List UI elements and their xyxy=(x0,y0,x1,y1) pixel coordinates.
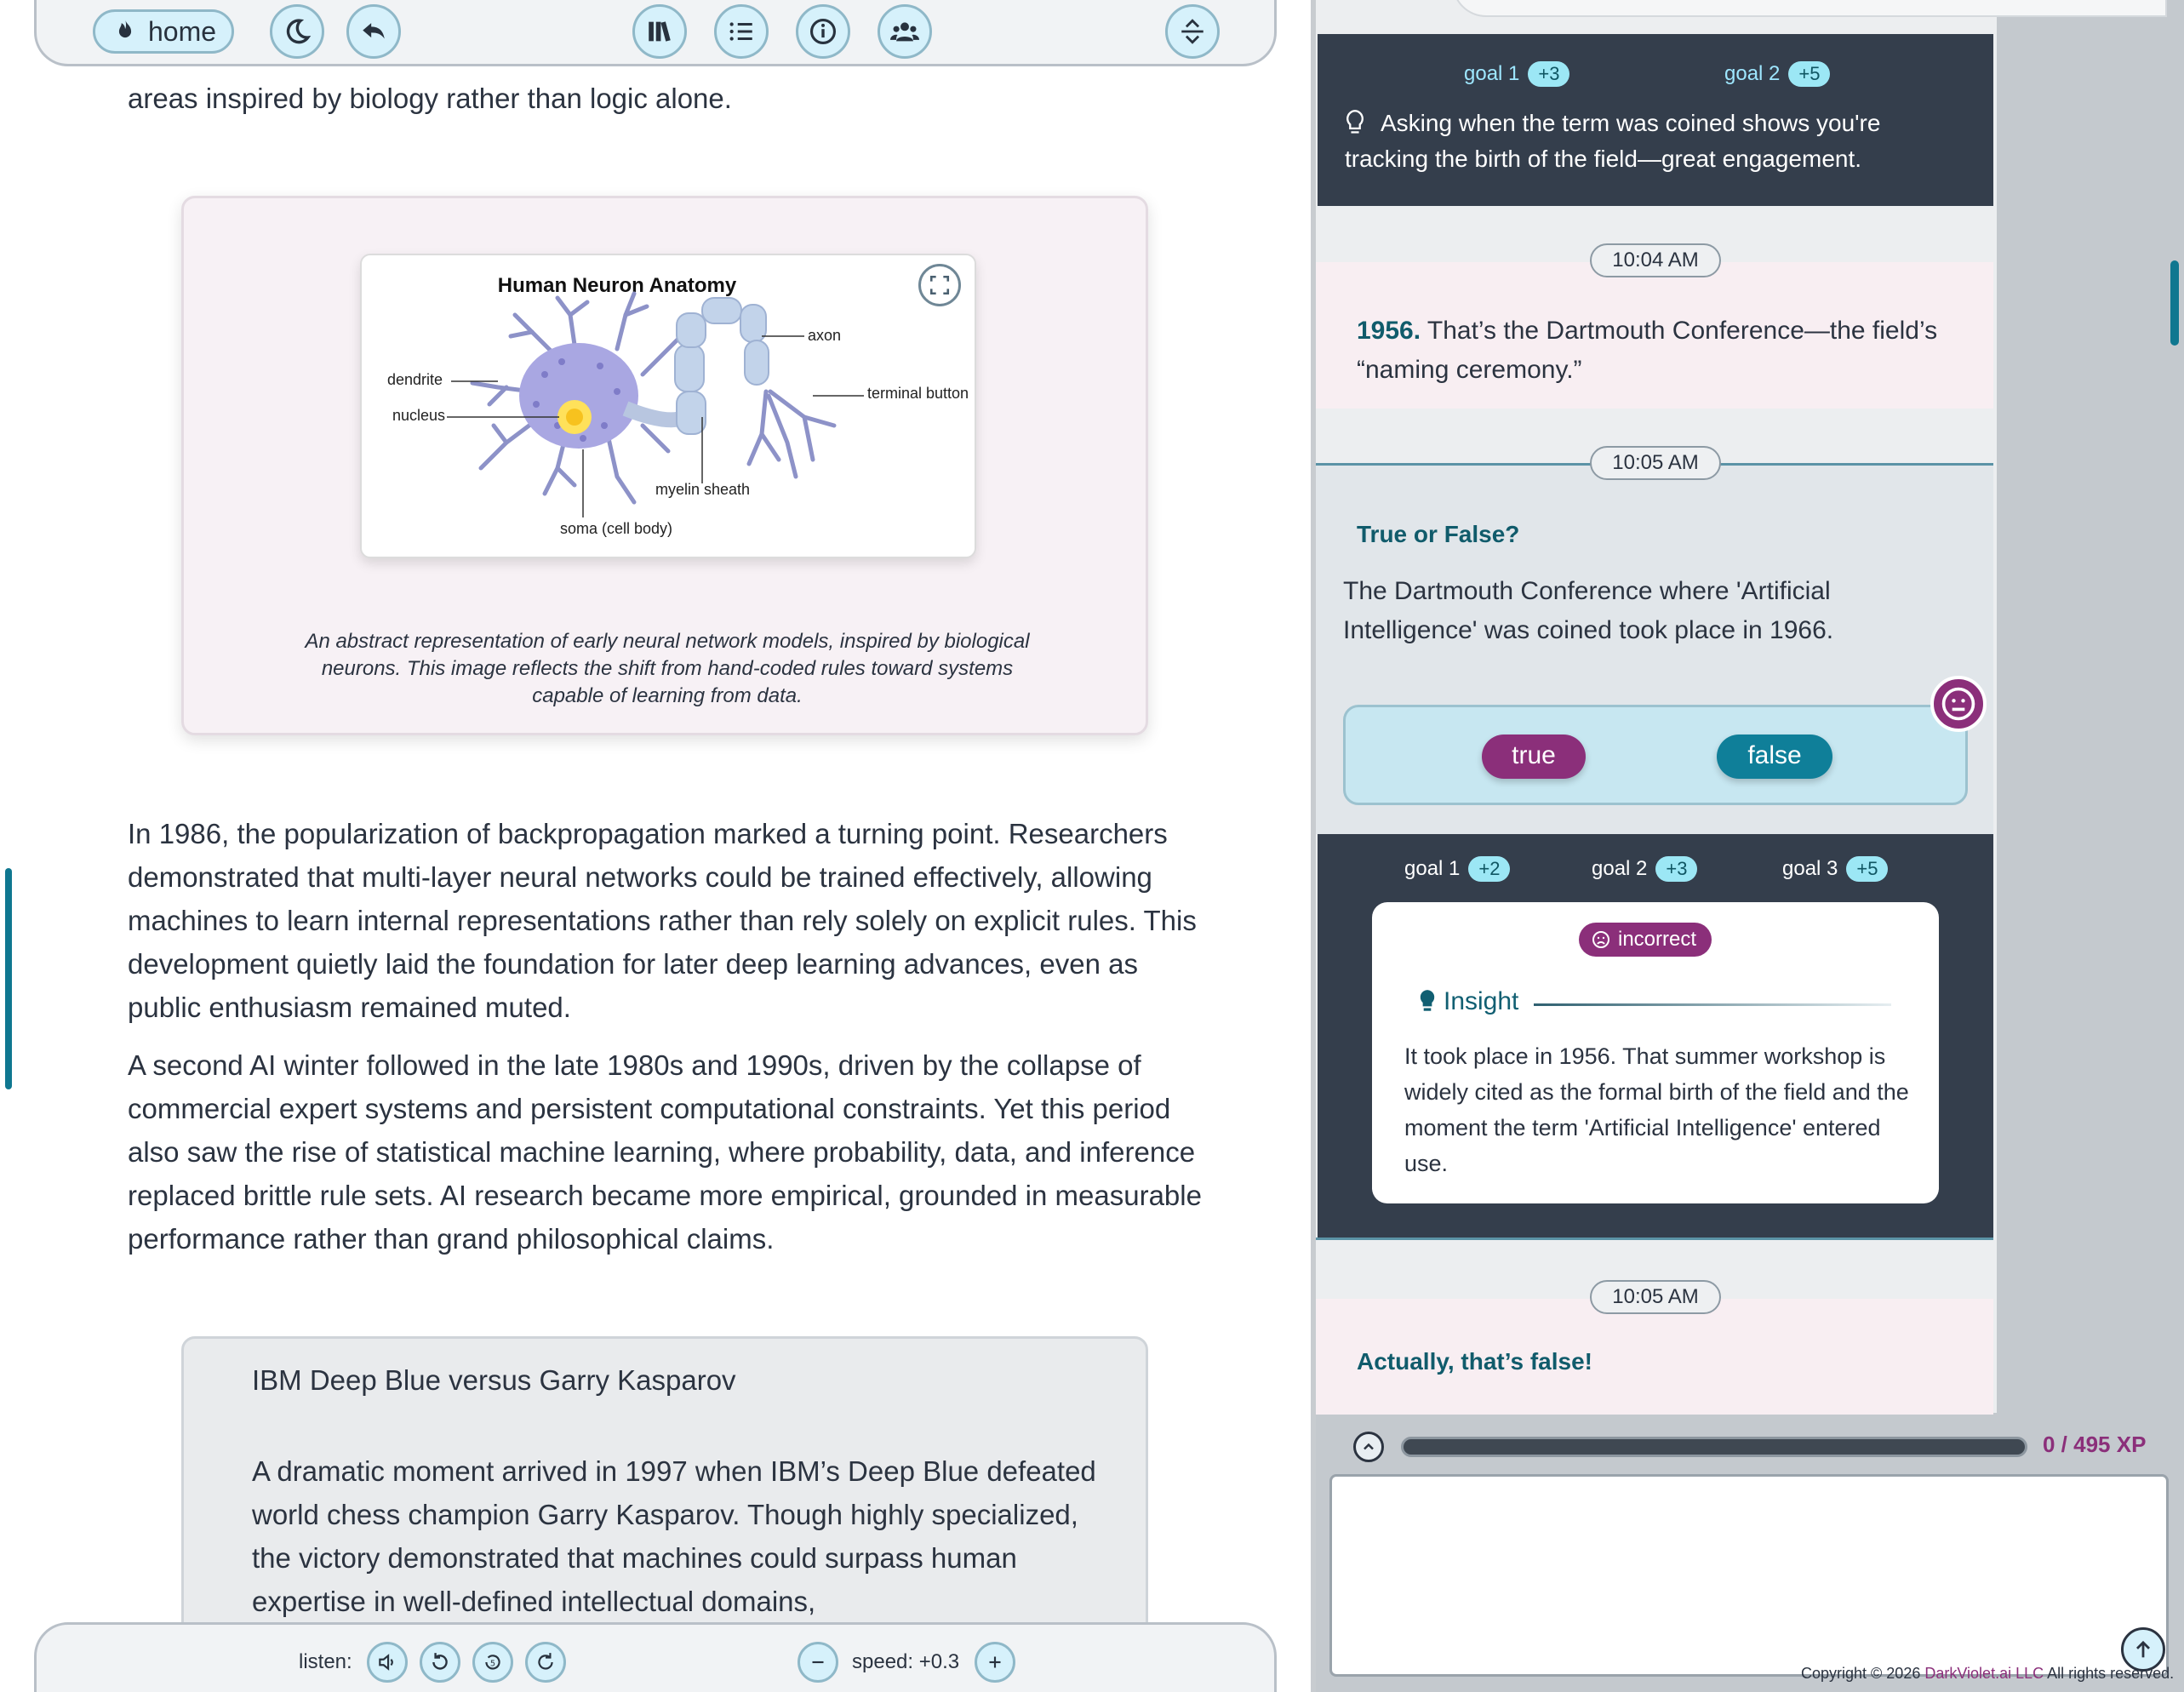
fullscreen-icon xyxy=(929,274,951,296)
library-button[interactable] xyxy=(632,4,687,59)
goal-label: goal 2 xyxy=(1724,62,1781,85)
insight-heading xyxy=(1418,987,1518,1016)
chat-footer xyxy=(1316,1415,2184,1692)
false-button[interactable]: false xyxy=(1717,735,1832,779)
info-button[interactable] xyxy=(796,4,850,59)
figure-card xyxy=(181,196,1148,735)
svg-text:5: 5 xyxy=(489,1659,496,1669)
true-false-quiz xyxy=(1316,465,1993,834)
goal-3-badge xyxy=(1782,856,1888,882)
status-badge xyxy=(1579,923,1712,957)
lightbulb-icon xyxy=(1418,989,1437,1015)
chat-thread xyxy=(1316,0,1997,1413)
note-body: A dramatic moment arrived in 1997 when IBM’s Deep Blue defeated world chess champion Garry Kasparov. Though highly specialized, the victory demonstrated that machines could surpass human expertise in well-defined intellectual domains, xyxy=(252,1455,1096,1617)
list-icon xyxy=(727,17,756,46)
collapse-button[interactable] xyxy=(1165,4,1220,59)
goal-label: goal 3 xyxy=(1782,857,1838,880)
contents-button[interactable] xyxy=(714,4,769,59)
goal-label: goal 2 xyxy=(1592,857,1648,880)
goal-2-badge xyxy=(1592,856,1697,882)
timestamp: 10:05 AM xyxy=(1590,1280,1721,1314)
answer-year: 1956. xyxy=(1357,317,1421,345)
rewind-5-icon xyxy=(482,1651,504,1673)
label-terminal-button: terminal button xyxy=(867,385,969,402)
xp-counter: 0 / 495 XP xyxy=(2043,1432,2147,1457)
play-audio-button[interactable] xyxy=(367,1642,408,1683)
restart-button[interactable] xyxy=(420,1642,460,1683)
assistant-message xyxy=(1316,262,1993,409)
info-icon xyxy=(809,17,838,46)
collapse-expand-icon xyxy=(1178,17,1207,46)
neuron-illustration xyxy=(360,254,976,558)
quiz-statement: The Dartmouth Conference where 'Artificial Intelligence' was coined took place in 1966. xyxy=(1343,577,1834,644)
xp-progress-bar xyxy=(1401,1437,2027,1457)
true-button[interactable]: true xyxy=(1482,735,1586,779)
goal-points: +3 xyxy=(1655,856,1697,882)
goal-feedback-card xyxy=(1318,34,1993,206)
separator-line xyxy=(1316,1238,1993,1240)
home-label: home xyxy=(147,15,217,47)
paragraph-biology: areas inspired by biology rather than logic alone. xyxy=(128,83,732,114)
goal-1-badge xyxy=(1464,61,1569,87)
minus-icon xyxy=(807,1651,829,1673)
speed-up-button[interactable] xyxy=(975,1642,1015,1683)
reader-scrollbar[interactable] xyxy=(5,868,12,1089)
status-text: incorrect xyxy=(1618,928,1697,951)
label-myelin-sheath: myelin sheath xyxy=(655,481,751,498)
message-text xyxy=(1357,312,1952,390)
company-link[interactable]: DarkViolet.ai LLC xyxy=(1924,1665,2044,1682)
moon-icon xyxy=(283,17,312,46)
insight-divider xyxy=(1534,1003,1891,1006)
copyright-suffix: All rights reserved. xyxy=(2047,1665,2175,1682)
community-button[interactable] xyxy=(878,4,932,59)
label-soma: soma (cell body) xyxy=(560,520,673,537)
label-nucleus: nucleus xyxy=(392,407,446,424)
goal-1-badge xyxy=(1404,856,1510,882)
goal-points: +2 xyxy=(1468,856,1510,882)
restart-icon xyxy=(429,1651,451,1673)
flame-icon xyxy=(111,17,140,46)
home-button[interactable] xyxy=(93,9,234,54)
audio-player-bar xyxy=(34,1622,1277,1692)
listen-label: listen: xyxy=(299,1650,352,1673)
feedback-text: Asking when the term was coined shows you're tracking the birth of the field—great engagement. xyxy=(1345,110,1881,172)
plus-icon xyxy=(984,1651,1006,1673)
label-axon: axon xyxy=(808,327,842,344)
copyright-notice xyxy=(1801,1665,2174,1683)
group-icon xyxy=(890,17,919,46)
speaker-icon xyxy=(376,1651,398,1673)
dark-mode-button[interactable] xyxy=(270,4,324,59)
sad-face-icon xyxy=(1591,929,1611,950)
expand-image-button[interactable] xyxy=(918,264,961,306)
assistant-message xyxy=(1316,1299,1993,1418)
rewind-button[interactable] xyxy=(472,1642,513,1683)
insight-label: Insight xyxy=(1444,987,1519,1015)
goal-points: +5 xyxy=(1788,61,1830,87)
goal-points: +5 xyxy=(1846,856,1888,882)
top-toolbar xyxy=(34,0,1277,66)
insight-text: It took place in 1956. That summer workshop is widely cited as the formal birth of the field and the moment the term 'Artificial Intelligence' entered use. xyxy=(1404,1043,1909,1176)
forward-button[interactable] xyxy=(525,1642,566,1683)
arrow-up-icon xyxy=(2131,1638,2155,1661)
expand-progress-button[interactable] xyxy=(1353,1432,1384,1462)
note-title: IBM Deep Blue versus Garry Kasparov xyxy=(252,1364,736,1396)
reaction-button[interactable] xyxy=(1930,676,1987,732)
speed-label: speed: +0.3 xyxy=(852,1650,960,1673)
goal-2-badge xyxy=(1724,61,1830,87)
library-icon xyxy=(645,17,674,46)
paragraph-ai-winter: A second AI winter followed in the late 1980s and 1990s, driven by the collapse of commercial expert systems and persistent computational constraints. Yet this period also saw the rise of statistical machine learning, where probability, data, and inference replaced brittle rule sets. AI research became more empirical, grounded in measurable performance rather than grand philosophical claims. xyxy=(128,1049,1202,1255)
paragraph-backprop: In 1986, the popularization of backpropagation marked a turning point. Researchers demonstrated that multi-layer neural networks could be trained effectively, allowing machines to learn internal representations rather than rely solely on explicit rules. This development quietly laid the foundation for later deep learning advances, even as public enthusiasm remained muted. xyxy=(128,818,1197,1023)
chat-input[interactable] xyxy=(1329,1474,2169,1677)
neuron-diagram xyxy=(362,255,978,560)
answer-options xyxy=(1343,705,1968,805)
neutral-face-icon xyxy=(1940,685,1977,723)
goal-label: goal 1 xyxy=(1404,857,1461,880)
previous-message-edge xyxy=(1452,0,2167,17)
goal-points: +3 xyxy=(1528,61,1569,87)
insight-card xyxy=(1372,902,1939,1203)
chevron-up-icon xyxy=(1360,1438,1377,1455)
message-text: Actually, that’s false! xyxy=(1357,1348,1592,1375)
timestamp: 10:05 AM xyxy=(1590,446,1721,480)
speed-down-button[interactable] xyxy=(798,1642,838,1683)
answer-text: That’s the Dartmouth Conference—the field’s “naming ceremony.” xyxy=(1357,317,1938,384)
figure-title: Human Neuron Anatomy xyxy=(497,274,737,297)
back-arrow-icon xyxy=(359,17,388,46)
chat-pane xyxy=(1316,0,2184,1692)
quiz-title: True or False? xyxy=(1357,521,1520,547)
back-button[interactable] xyxy=(346,4,401,59)
timestamp: 10:04 AM xyxy=(1590,243,1721,277)
figure-caption: An abstract representation of early neural network models, inspired by biological neurons. This image reflects the shift from hand-coded rules toward systems capable of learning from data. xyxy=(305,630,1030,707)
copyright-prefix: Copyright © 2026 xyxy=(1801,1665,1921,1682)
forward-icon xyxy=(535,1651,557,1673)
chat-scrollbar[interactable] xyxy=(2170,260,2179,346)
label-dendrite: dendrite xyxy=(387,371,443,388)
goal-label: goal 1 xyxy=(1464,62,1520,85)
